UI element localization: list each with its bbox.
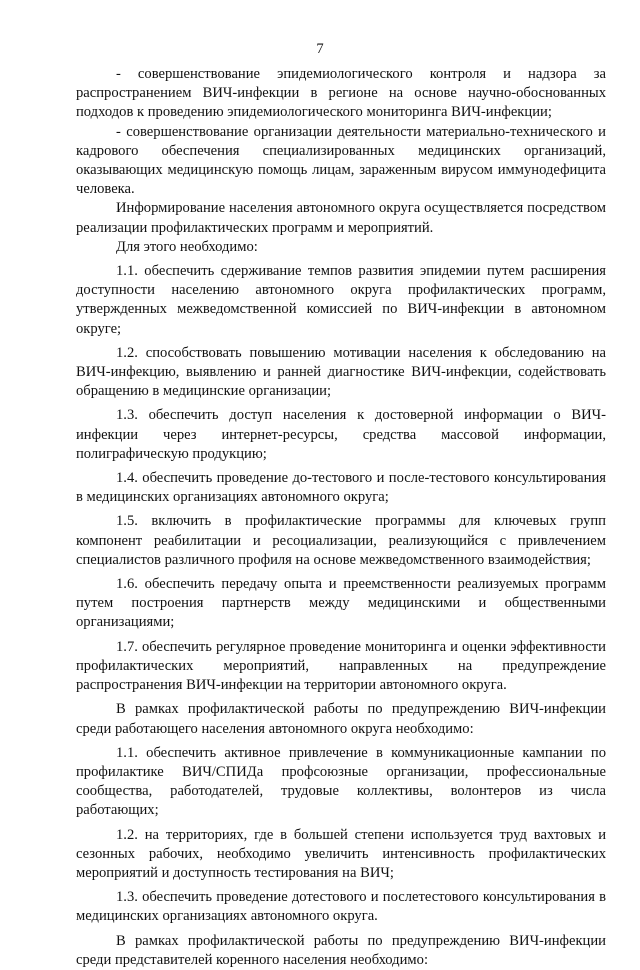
paragraph: 1.1. обеспечить сдерживание темпов развития эпидемии путем расширения доступности населению автономного округа профилактических программ, утвержденных межведомственной комиссией по ВИЧ-инфекции в автономном округе; (76, 263, 606, 337)
paragraph: 1.3. обеспечить проведение дотестового и послетестового консультирования в медицинских организациях автономного округа. (76, 889, 606, 925)
page-number: 7 (316, 41, 324, 57)
paragraph: Информирование населения автономного округа осуществляется посредством реализации профилактических программ и мероприятий. (76, 200, 606, 236)
paragraph: - совершенствование эпидемиологического контроля и надзора за распространением ВИЧ-инфекции в регионе на основе научно-обоснованных подходов к проведению эпидемиологического мониторинга ВИЧ-инфекции; (76, 66, 606, 121)
paragraph: В рамках профилактической работы по предупреждению ВИЧ-инфекции среди представителей коренного населения необходимо: (76, 932, 606, 968)
paragraph: 1.2. способствовать повышению мотивации населения к обследованию на ВИЧ-инфекцию, выявлению и ранней диагностике ВИЧ-инфекции, содействовать обращению в медицинские организации; (76, 344, 606, 400)
paragraph: 1.4. обеспечить проведение до-тестового и после-тестового консультирования в медицинских организациях автономного округа; (76, 470, 606, 506)
paragraph: 1.1. обеспечить активное привлечение в коммуникационные кампании по профилактике ВИЧ/СПИДа профсоюзные организации, профессиональные сообщества, работодателей, трудовые коллективы, волонтеров из числа работающих; (76, 744, 606, 819)
paragraph: В рамках профилактической работы по предупреждению ВИЧ-инфекции среди работающего населения автономного округа необходимо: (76, 701, 606, 737)
paragraph: 1.7. обеспечить регулярное проведение мониторинга и оценки эффективности профилактических мероприятий, направленных на предупреждение распространения ВИЧ-инфекции на территории автономного округа. (76, 638, 606, 694)
paragraph: - совершенствование организации деятельности материально-технического и кадрового обеспечения специализированных медицинских организаций, оказывающих медицинскую помощь лицам, зараженным вирусом иммунодефицита человека. (76, 123, 606, 198)
paragraph: 1.2. на территориях, где в большей степени используется труд вахтовых и сезонных рабочих, необходимо увеличить интенсивность профилактических мероприятий и доступность тестирования на ВИЧ; (76, 826, 606, 881)
paragraph: 1.3. обеспечить доступ населения к достоверной информации о ВИЧ-инфекции через интернет-ресурсы, средства массовой информации, полиграфическую продукцию; (76, 407, 606, 462)
paragraph: 1.5. включить в профилактические программы для ключевых групп компонент реабилитации и ресоциализации, реализующийся с привлечением специалистов различного профиля на основе межведомственного взаимодействия; (76, 513, 606, 568)
paragraph: 1.6. обеспечить передачу опыта и преемственности реализуемых программ путем построения партнерств между медицинскими и общественными организациями; (76, 576, 606, 631)
document-body (76, 65, 606, 970)
paragraph: Для этого необходимо: (116, 238, 258, 255)
